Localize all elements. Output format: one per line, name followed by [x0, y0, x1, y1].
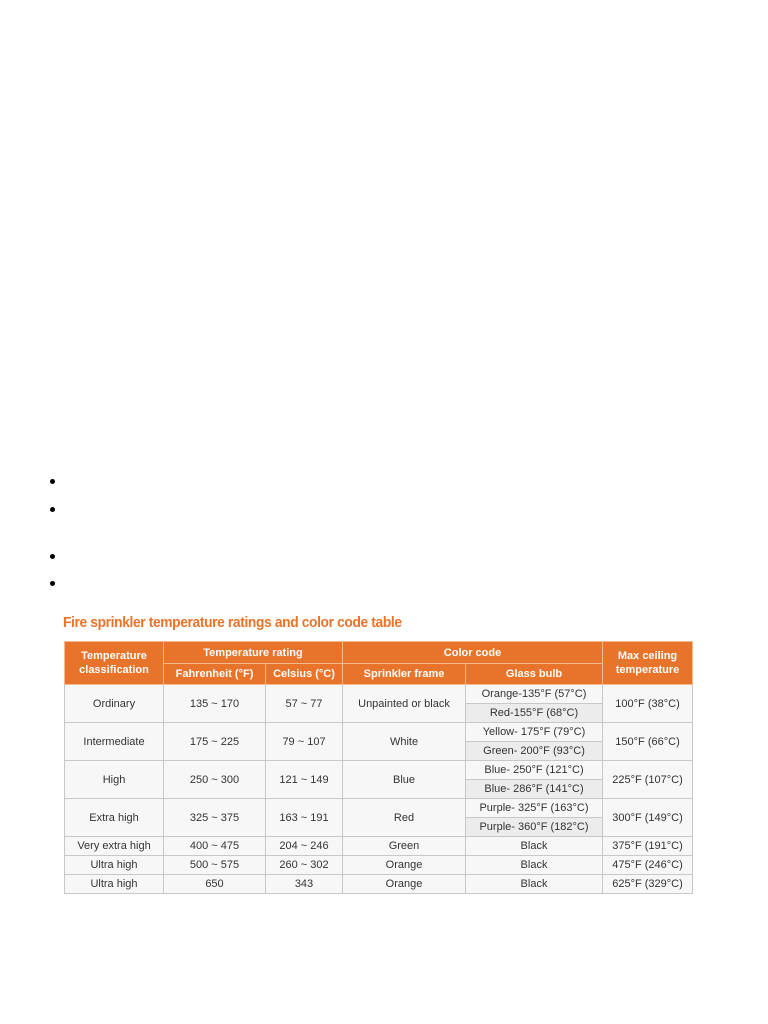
cell-celsius: 57 ~ 77 [266, 685, 343, 723]
cell-bulb: Blue- 250°F (121°C) [466, 761, 603, 780]
header-sprinkler-frame: Sprinkler frame [343, 664, 466, 685]
cell-max-ceiling: 225°F (107°C) [603, 761, 693, 799]
cell-celsius: 343 [266, 875, 343, 894]
cell-fahrenheit: 400 ~ 475 [164, 837, 266, 856]
cell-max-ceiling: 100°F (38°C) [603, 685, 693, 723]
cell-bulb: Purple- 360°F (182°C) [466, 818, 603, 837]
cell-classification: Ultra high [65, 856, 164, 875]
cell-classification: Very extra high [65, 837, 164, 856]
cell-max-ceiling: 150°F (66°C) [603, 723, 693, 761]
list-bullet [50, 507, 55, 512]
header-color-code: Color code [343, 642, 603, 664]
list-bullet [50, 554, 55, 559]
list-bullet [50, 479, 55, 484]
header-temp-classification: Temperature classification [65, 642, 164, 685]
cell-bulb: Purple- 325°F (163°C) [466, 799, 603, 818]
cell-bulb: Yellow- 175°F (79°C) [466, 723, 603, 742]
cell-frame: Blue [343, 761, 466, 799]
header-temp-rating: Temperature rating [164, 642, 343, 664]
cell-celsius: 204 ~ 246 [266, 837, 343, 856]
cell-bulb: Red-155°F (68°C) [466, 704, 603, 723]
cell-classification: Extra high [65, 799, 164, 837]
table-row [65, 837, 693, 856]
cell-bulb: Black [466, 875, 603, 894]
cell-fahrenheit: 500 ~ 575 [164, 856, 266, 875]
cell-celsius: 163 ~ 191 [266, 799, 343, 837]
header-fahrenheit: Fahrenheit (°F) [164, 664, 266, 685]
cell-frame: Orange [343, 856, 466, 875]
cell-frame: Red [343, 799, 466, 837]
cell-max-ceiling: 375°F (191°C) [603, 837, 693, 856]
table-row [65, 685, 693, 704]
ratings-table [64, 641, 693, 894]
header-celsius: Celsius (°C) [266, 664, 343, 685]
cell-fahrenheit: 175 ~ 225 [164, 723, 266, 761]
table-row [65, 856, 693, 875]
cell-bulb: Green- 200°F (93°C) [466, 742, 603, 761]
cell-bulb: Blue- 286°F (141°C) [466, 780, 603, 799]
cell-max-ceiling: 625°F (329°C) [603, 875, 693, 894]
cell-classification: Intermediate [65, 723, 164, 761]
cell-frame: Orange [343, 875, 466, 894]
cell-bulb: Black [466, 837, 603, 856]
cell-fahrenheit: 135 ~ 170 [164, 685, 266, 723]
cell-classification: Ordinary [65, 685, 164, 723]
cell-celsius: 260 ~ 302 [266, 856, 343, 875]
table-row [65, 761, 693, 780]
cell-fahrenheit: 650 [164, 875, 266, 894]
cell-celsius: 121 ~ 149 [266, 761, 343, 799]
cell-frame: White [343, 723, 466, 761]
cell-frame: Green [343, 837, 466, 856]
cell-classification: High [65, 761, 164, 799]
table-row [65, 723, 693, 742]
cell-bulb: Black [466, 856, 603, 875]
table-row [65, 799, 693, 818]
header-max-ceiling: Max ceiling temperature [603, 642, 693, 685]
cell-classification: Ultra high [65, 875, 164, 894]
table-title: Fire sprinkler temperature ratings and color code table [63, 614, 402, 631]
cell-fahrenheit: 325 ~ 375 [164, 799, 266, 837]
cell-frame: Unpainted or black [343, 685, 466, 723]
cell-bulb: Orange-135°F (57°C) [466, 685, 603, 704]
cell-max-ceiling: 300°F (149°C) [603, 799, 693, 837]
cell-celsius: 79 ~ 107 [266, 723, 343, 761]
cell-max-ceiling: 475°F (246°C) [603, 856, 693, 875]
header-glass-bulb: Glass bulb [466, 664, 603, 685]
table-row [65, 875, 693, 894]
list-bullet [50, 581, 55, 586]
cell-fahrenheit: 250 ~ 300 [164, 761, 266, 799]
